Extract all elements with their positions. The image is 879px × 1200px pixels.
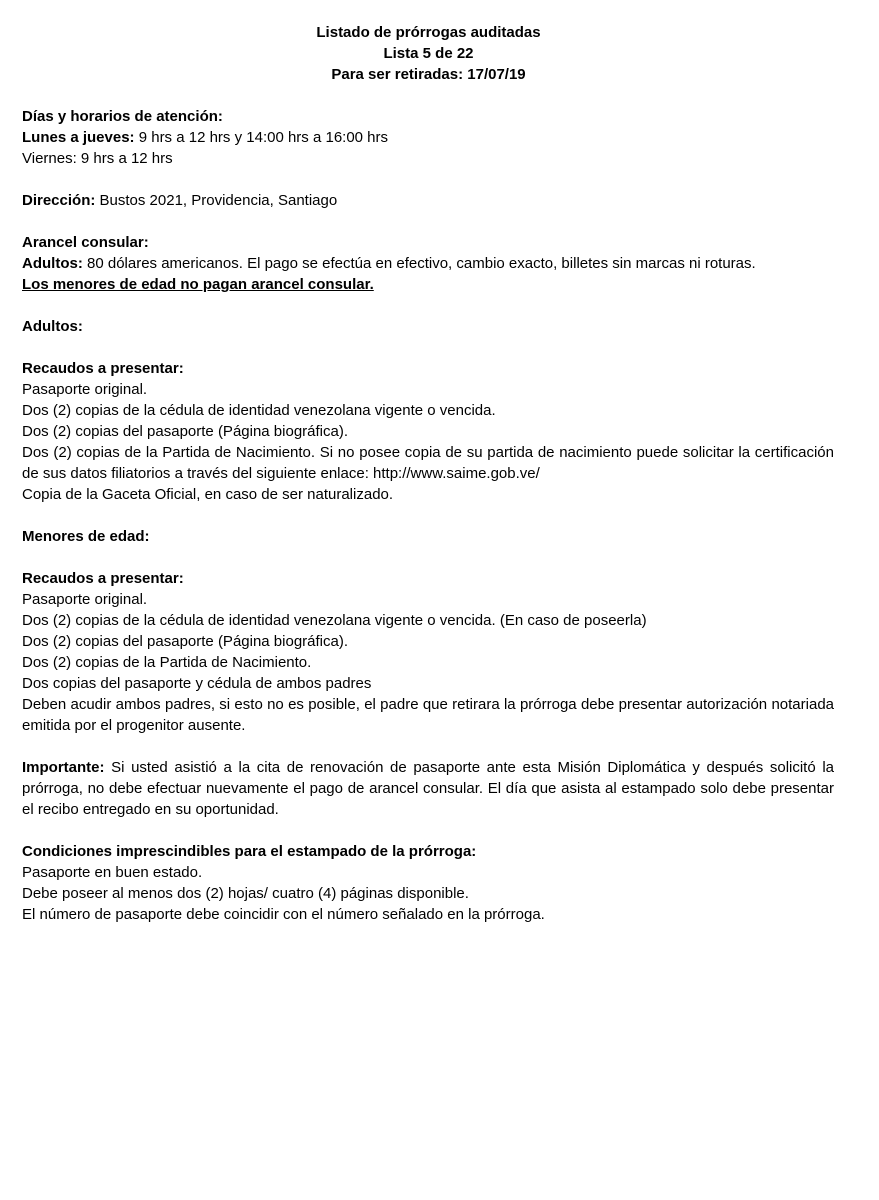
fee-minors-note: Los menores de edad no pagan arancel consular. [22, 276, 374, 293]
list-item: Dos (2) copias del pasaporte (Página biográfica). [22, 423, 349, 440]
document-header [22, 22, 835, 85]
fee-section [22, 232, 835, 295]
adults-heading: Adultos: [22, 318, 83, 335]
list-item: Dos (2) copias del pasaporte (Página biográfica). [22, 633, 349, 650]
weekdays-label: Lunes a jueves: [22, 129, 135, 146]
adults-requirements-heading: Recaudos a presentar: [22, 360, 184, 377]
schedule-section [22, 106, 835, 169]
fee-adults-value: 80 dólares americanos. El pago se efectúa en efectivo, cambio exacto, billetes sin marcas ni roturas. [82, 255, 756, 272]
list-item: Dos (2) copias de la cédula de identidad venezolana vigente o vencida. (En caso de poseerla) [22, 612, 647, 629]
conditions-section [22, 841, 835, 925]
address-section [22, 190, 835, 211]
minors-requirements-heading: Recaudos a presentar: [22, 570, 184, 587]
list-number: Lista 5 de 22 [383, 45, 474, 62]
list-item: Debe poseer al menos dos (2) hojas/ cuatro (4) páginas disponible. [22, 885, 469, 902]
fee-heading: Arancel consular: [22, 234, 149, 251]
document-title: Listado de prórrogas auditadas [316, 24, 541, 41]
weekdays-value: 9 hrs a 12 hrs y 14:00 hrs a 16:00 hrs [134, 129, 389, 146]
important-label: Importante: [22, 759, 105, 776]
list-item: Dos (2) copias de la Partida de Nacimiento. Si no posee copia de su partida de nacimiento puede solicitar la certificación de sus datos filiatorios a través del siguiente enlace: http://www.saime.gob.ve/ [22, 444, 834, 482]
list-item: Deben acudir ambos padres, si esto no es posible, el padre que retirara la prórroga debe presentar autorización notariada emitida por el progenitor ausente. [22, 696, 834, 734]
list-item: Dos copias del pasaporte y cédula de ambos padres [22, 675, 372, 692]
fee-adults-label: Adultos: [22, 255, 83, 272]
adults-section [22, 316, 835, 505]
pickup-date: Para ser retiradas: 17/07/19 [331, 66, 526, 83]
list-item: Pasaporte original. [22, 591, 148, 608]
list-item: Pasaporte original. [22, 381, 148, 398]
address-label: Dirección: [22, 192, 96, 209]
list-item: Pasaporte en buen estado. [22, 864, 203, 881]
list-item: Dos (2) copias de la cédula de identidad venezolana vigente o vencida. [22, 402, 496, 419]
list-item: Dos (2) copias de la Partida de Nacimiento. [22, 654, 312, 671]
schedule-heading: Días y horarios de atención: [22, 108, 223, 125]
minors-section [22, 526, 835, 736]
list-item: Copia de la Gaceta Oficial, en caso de ser naturalizado. [22, 486, 394, 503]
schedule-friday: Viernes: 9 hrs a 12 hrs [22, 150, 173, 167]
important-text: Si usted asistió a la cita de renovación de pasaporte ante esta Misión Diplomática y después solicitó la prórroga, no debe efectuar nuevamente el pago de arancel consular. El día que asista al estampado solo debe presentar el recibo entregado en su oportunidad. [22, 759, 834, 818]
conditions-heading: Condiciones imprescindibles para el estampado de la prórroga: [22, 843, 477, 860]
schedule-weekdays [22, 127, 835, 148]
minors-heading: Menores de edad: [22, 528, 150, 545]
address-value: Bustos 2021, Providencia, Santiago [95, 192, 338, 209]
list-item: El número de pasaporte debe coincidir con el número señalado en la prórroga. [22, 906, 545, 923]
important-section [22, 757, 835, 820]
